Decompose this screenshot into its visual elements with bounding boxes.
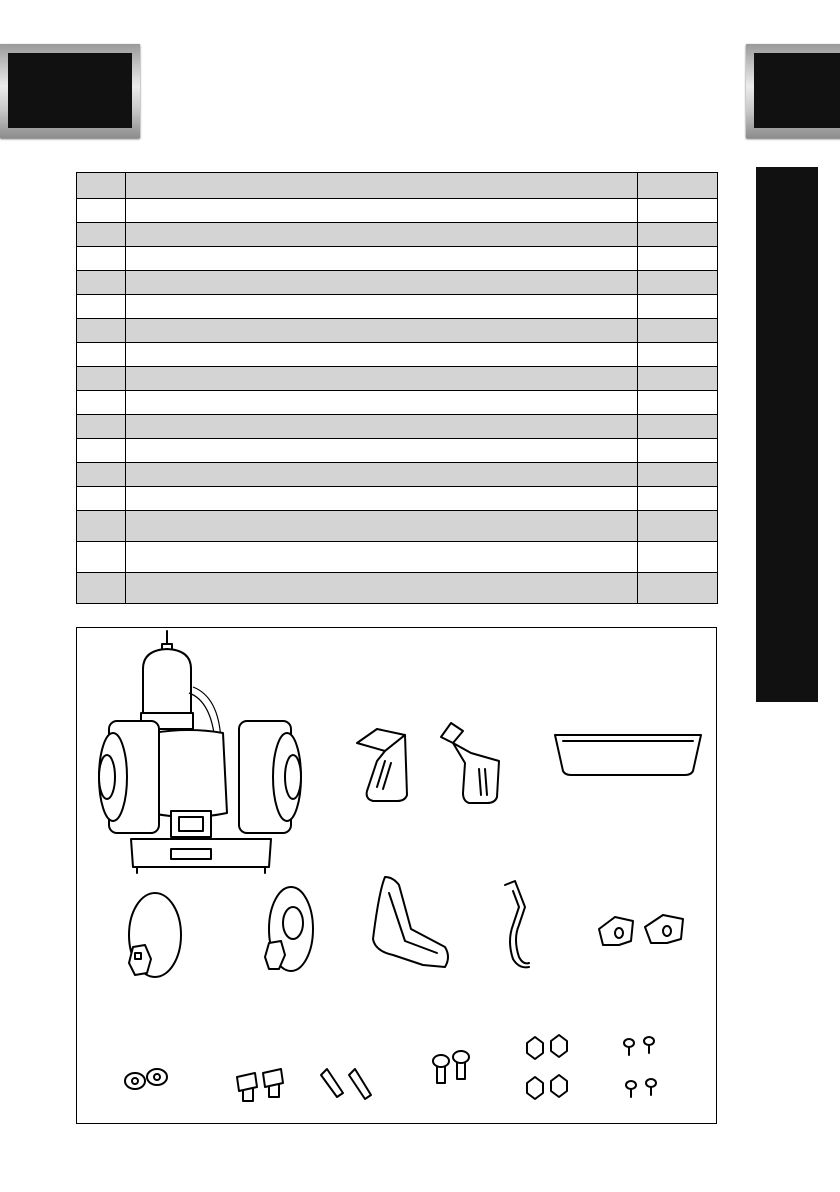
chapter-badge-right: [746, 44, 840, 138]
tool-rest-right-drawing: [441, 723, 499, 803]
table-row: [77, 542, 718, 573]
row-number-cell: [77, 223, 126, 247]
lamp-arm-drawing: [373, 877, 448, 967]
row-description-cell: [126, 247, 638, 271]
row-description-cell: [126, 542, 638, 573]
row-qty-cell: [638, 415, 718, 439]
row-number-cell: [77, 391, 126, 415]
parts-illustration-panel: [76, 627, 717, 1124]
table-row: [77, 415, 718, 439]
table-row: [77, 439, 718, 463]
row-qty-cell: [638, 367, 718, 391]
row-description-cell: [126, 319, 638, 343]
row-qty-cell: [638, 439, 718, 463]
table-row: [77, 199, 718, 223]
parts-list-table: [76, 172, 718, 604]
carriage-bolts-drawing: [433, 1051, 469, 1083]
table-row: [77, 367, 718, 391]
bench-grinder-drawing: [99, 631, 301, 873]
chapter-badge-left: [0, 44, 140, 138]
table-row: [77, 319, 718, 343]
parts-illustration: [77, 628, 718, 1125]
table-row: [77, 343, 718, 367]
row-description-cell: [126, 463, 638, 487]
row-qty-cell: [638, 573, 718, 604]
row-qty-cell: [638, 487, 718, 511]
row-description-cell: [126, 415, 638, 439]
eye-shield-right-drawing: [265, 887, 313, 971]
row-number-cell: [77, 319, 126, 343]
row-qty-cell: [638, 271, 718, 295]
row-description-cell: [126, 223, 638, 247]
row-description-cell: [126, 487, 638, 511]
table-row: [77, 391, 718, 415]
row-qty-cell: [638, 343, 718, 367]
row-number-cell: [77, 511, 126, 542]
table-row: [77, 487, 718, 511]
table-row: [77, 247, 718, 271]
table-row: [77, 295, 718, 319]
section-side-tab: [756, 167, 818, 702]
tool-rest-left-drawing: [357, 729, 407, 801]
row-description-cell: [126, 271, 638, 295]
row-description-cell: [126, 391, 638, 415]
eye-shield-left-drawing: [129, 893, 181, 977]
row-qty-cell: [638, 391, 718, 415]
row-qty-cell: [638, 463, 718, 487]
row-number-cell: [77, 343, 126, 367]
row-number-cell: [77, 487, 126, 511]
table-row: [77, 223, 718, 247]
row-number-cell: [77, 271, 126, 295]
chapter-badge-right-label: [754, 53, 840, 128]
row-description-cell: [126, 573, 638, 604]
column-header-qty: [638, 173, 718, 199]
small-screws-drawing: [624, 1037, 656, 1097]
table-row: [77, 271, 718, 295]
column-header-description: [126, 173, 638, 199]
row-description-cell: [126, 439, 638, 463]
row-qty-cell: [638, 511, 718, 542]
row-description-cell: [126, 343, 638, 367]
column-header-no: [77, 173, 126, 199]
row-number-cell: [77, 463, 126, 487]
row-description-cell: [126, 511, 638, 542]
washers-drawing: [125, 1069, 167, 1089]
row-qty-cell: [638, 223, 718, 247]
water-tray-drawing: [555, 735, 701, 775]
row-number-cell: [77, 295, 126, 319]
spark-deflector-tips-drawing: [321, 1069, 371, 1099]
table-row: [77, 463, 718, 487]
row-qty-cell: [638, 319, 718, 343]
row-number-cell: [77, 247, 126, 271]
row-qty-cell: [638, 199, 718, 223]
row-qty-cell: [638, 247, 718, 271]
table-row: [77, 511, 718, 542]
row-qty-cell: [638, 542, 718, 573]
row-description-cell: [126, 295, 638, 319]
row-number-cell: [77, 439, 126, 463]
chapter-badge-left-label: [8, 53, 132, 128]
row-number-cell: [77, 542, 126, 573]
row-qty-cell: [638, 295, 718, 319]
shield-brackets-drawing: [599, 915, 683, 945]
row-description-cell: [126, 199, 638, 223]
table-header-row: [77, 173, 718, 199]
lock-nuts-drawing: [527, 1035, 567, 1099]
row-number-cell: [77, 367, 126, 391]
row-number-cell: [77, 573, 126, 604]
row-number-cell: [77, 415, 126, 439]
hex-bolts-drawing: [237, 1069, 283, 1101]
row-number-cell: [77, 199, 126, 223]
spark-guard-hook-drawing: [505, 881, 529, 967]
row-description-cell: [126, 367, 638, 391]
table-row: [77, 573, 718, 604]
